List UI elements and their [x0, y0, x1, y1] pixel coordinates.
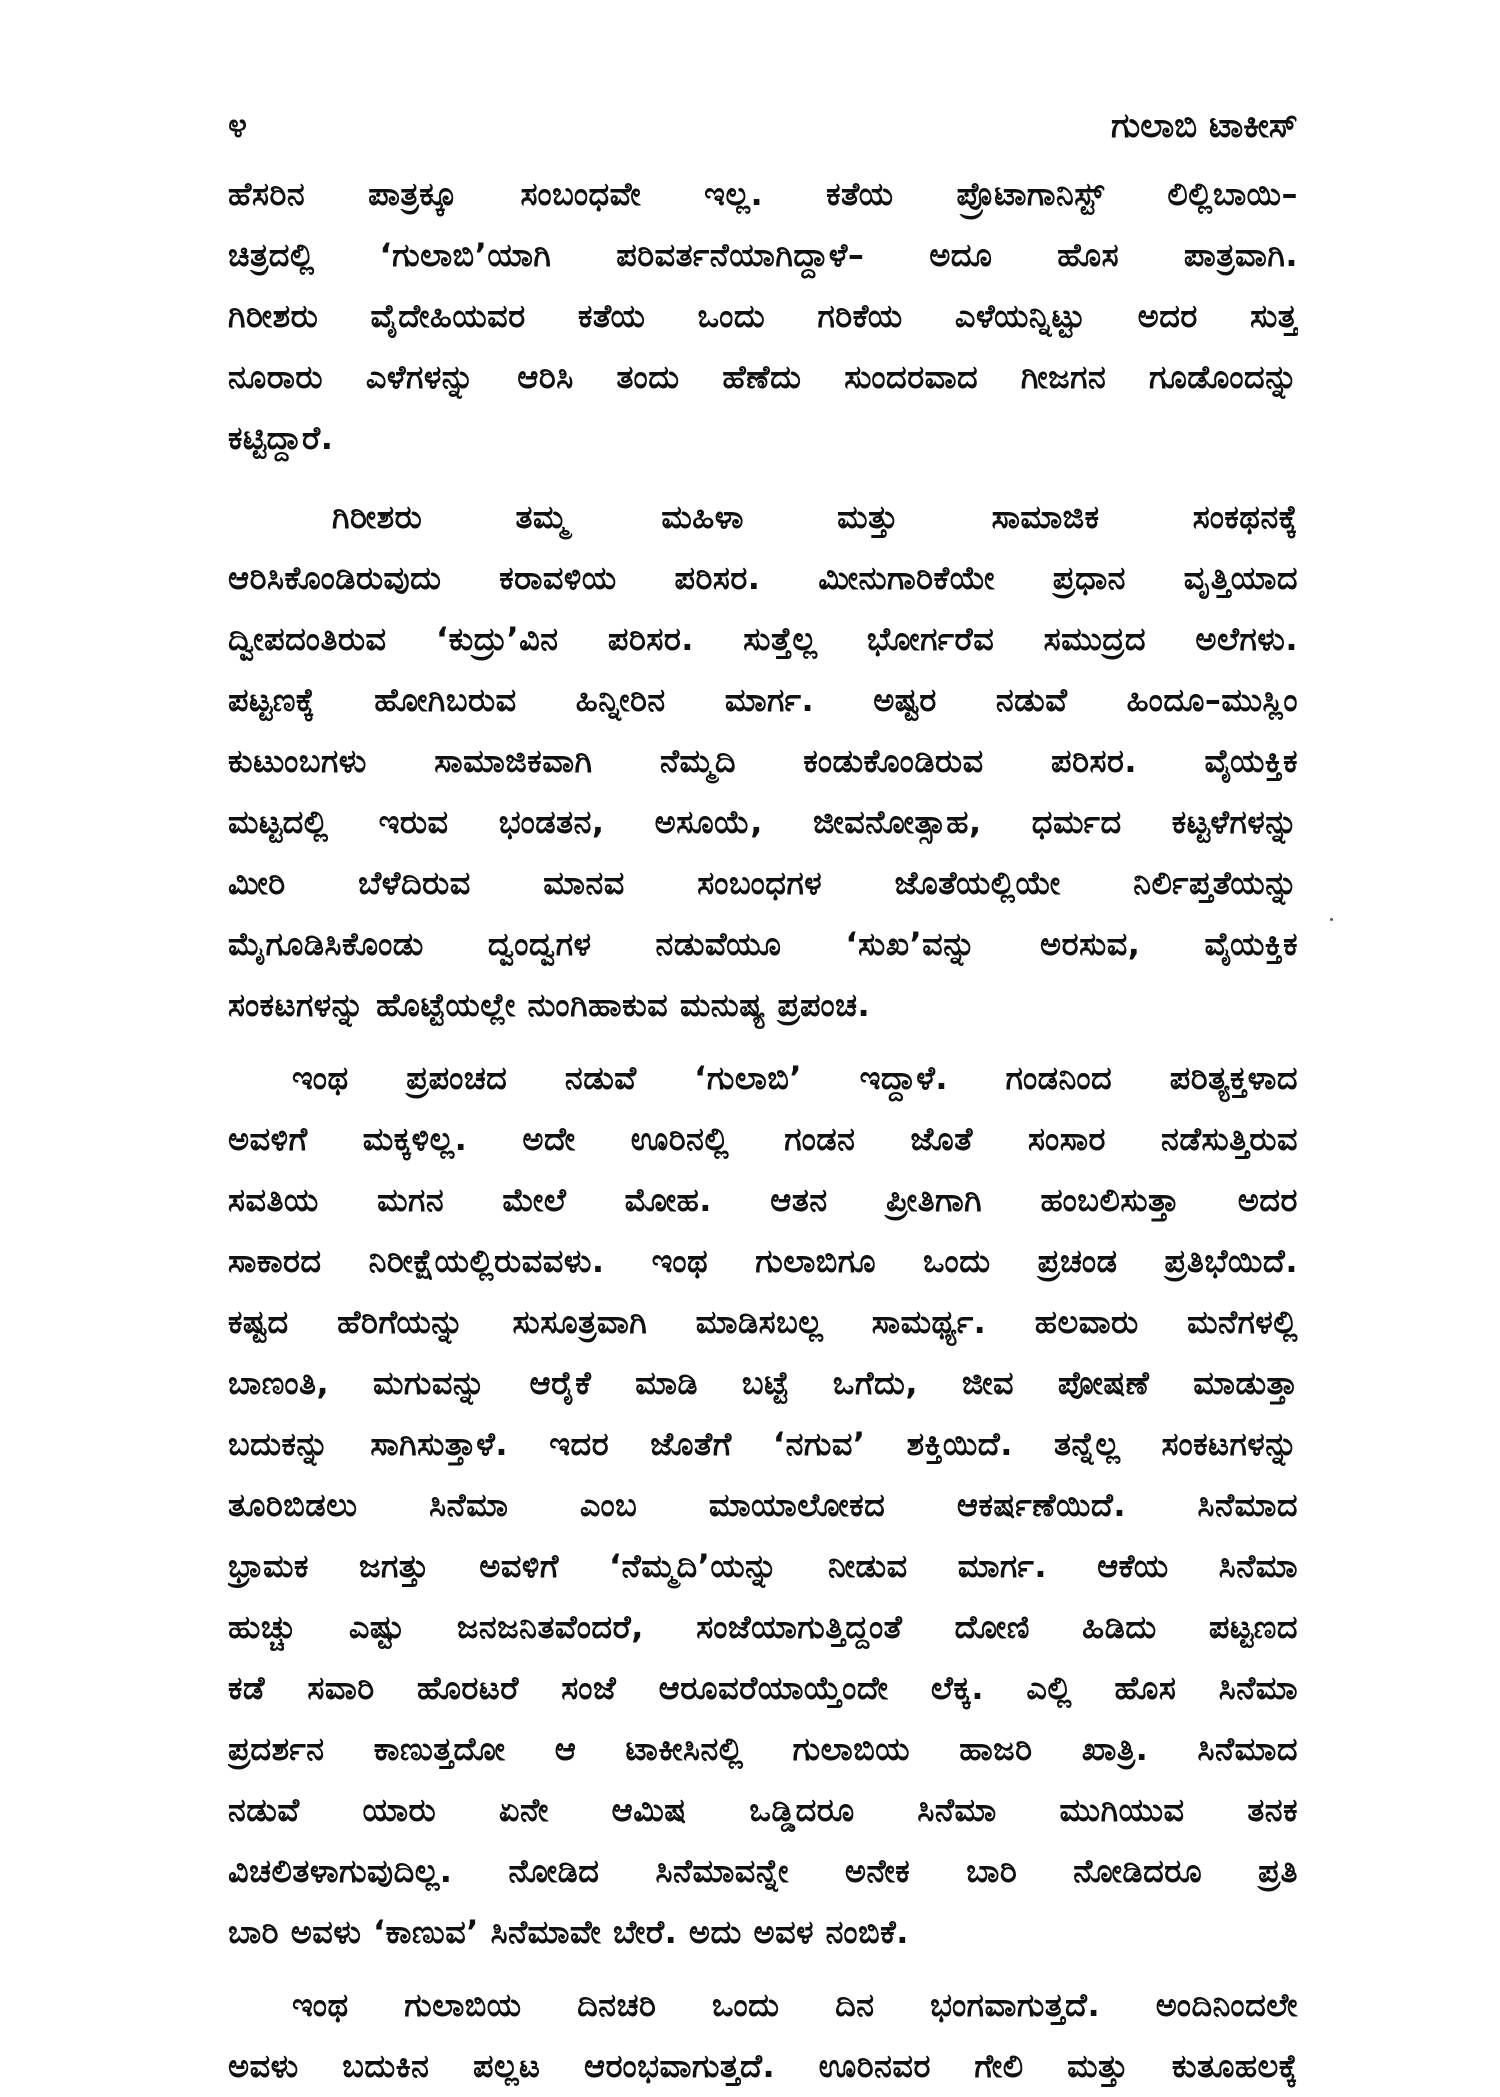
text-line: ಮೈಗೂಡಿಸಿಕೊಂಡು ದ್ವಂದ್ವಗಳ ನಡುವೆಯೂ ‘ಸುಖ’ವನ್ನು ಅರಸುವ, ವೈಯಕ್ತಿಕ: [228, 925, 1298, 963]
text-line: ಹುಚ್ಚು ಎಷ್ಟು ಜನಜನಿತವೆಂದರೆ, ಸಂಜೆಯಾಗುತ್ತಿದ್ದಂತೆ ದೋಣಿ ಹಿಡಿದು ಪಟ್ಟಣದ: [228, 1608, 1298, 1646]
text-line: ಗಿರೀಶರು ವೈದೇಹಿಯವರ ಕತೆಯ ಒಂದು ಗರಿಕೆಯ ಎಳೆಯನ್ನಿಟ್ಟು ಅದರ ಸುತ್ತ: [228, 297, 1298, 335]
text-line: ಕಡೆ ಸವಾರಿ ಹೊರಟರೆ ಸಂಜೆ ಆರೂವರೆಯಾಯ್ತೆಂದೇ ಲೆಕ್ಕ. ಎಲ್ಲಿ ಹೊಸ ಸಿನೆಮಾ: [228, 1669, 1298, 1707]
text-line: ಇಂಥ ಗುಲಾಬಿಯ ದಿನಚರಿ ಒಂದು ದಿನ ಭಂಗವಾಗುತ್ತದೆ. ಅಂದಿನಿಂದಲೇ: [292, 1986, 1298, 2024]
text-line: ಕಟ್ಟಿದ್ದಾರೆ.: [228, 419, 334, 457]
text-line: ಅವಳು ಬದುಕಿನ ಪಲ್ಲಟ ಆರಂಭವಾಗುತ್ತದೆ. ಊರಿನವರ ಗೇಲಿ ಮತ್ತು ಕುತೂಹಲಕ್ಕೆ: [228, 2047, 1298, 2085]
text-line: ಭ್ರಾಮಕ ಜಗತ್ತು ಅವಳಿಗೆ ‘ನೆಮ್ಮದಿ’ಯನ್ನು ನೀಡುವ ಮಾರ್ಗ. ಆಕೆಯ ಸಿನೆಮಾ: [228, 1547, 1298, 1585]
text-line: ಅವಳಿಗೆ ಮಕ್ಕಳಿಲ್ಲ. ಅದೇ ಊರಿನಲ್ಲಿ ಗಂಡನ ಜೊತೆ ಸಂಸಾರ ನಡೆಸುತ್ತಿರುವ: [228, 1120, 1298, 1158]
paragraph-2: [228, 487, 1298, 1036]
paragraph-3: [228, 1048, 1298, 1963]
text-line: ನೂರಾರು ಎಳೆಗಳನ್ನು ಆರಿಸಿ ತಂದು ಹೆಣೆದು ಸುಂದರವಾದ ಗೀಜಗನ ಗೂಡೊಂದನ್ನು: [228, 358, 1298, 396]
text-line: ಪ್ರದರ್ಶನ ಕಾಣುತ್ತದೋ ಆ ಟಾಕೀಸಿನಲ್ಲಿ ಗುಲಾಬಿಯ ಹಾಜರಿ ಖಾತ್ರಿ. ಸಿನೆಮಾದ: [228, 1730, 1298, 1768]
text-line: ಕಷ್ಟದ ಹೆರಿಗೆಯನ್ನು ಸುಸೂತ್ರವಾಗಿ ಮಾಡಿಸಬಲ್ಲ ಸಾಮರ್ಥ್ಯ. ಹಲವಾರು ಮನೆಗಳಲ್ಲಿ: [228, 1303, 1298, 1341]
text-line: ನಡುವೆ ಯಾರು ಏನೇ ಆಮಿಷ ಒಡ್ಡಿದರೂ ಸಿನೆಮಾ ಮುಗಿಯುವ ತನಕ: [228, 1791, 1298, 1829]
text-line: ಸಂಕಟಗಳನ್ನು ಹೊಟ್ಟೆಯಲ್ಲೇ ನುಂಗಿಹಾಕುವ ಮನುಷ್ಯ ಪ್ರಪಂಚ.: [228, 986, 871, 1024]
text-line: ಬದುಕನ್ನು ಸಾಗಿಸುತ್ತಾಳೆ. ಇದರ ಜೊತೆಗೆ ‘ನಗುವ’ ಶಕ್ತಿಯಿದೆ. ತನ್ನೆಲ್ಲ ಸಂಕಟಗಳನ್ನು: [228, 1425, 1298, 1463]
paragraph-4: [228, 1975, 1298, 2097]
text-line: ದ್ವೀಪದಂತಿರುವ ‘ಕುದ್ರು’ವಿನ ಪರಿಸರ. ಸುತ್ತೆಲ್ಲ ಭೋರ್ಗರೆವ ಸಮುದ್ರದ ಅಲೆಗಳು.: [228, 620, 1298, 658]
text-line: ಸವತಿಯ ಮಗನ ಮೇಲೆ ಮೋಹ. ಆತನ ಪ್ರೀತಿಗಾಗಿ ಹಂಬಲಿಸುತ್ತಾ ಅದರ: [228, 1181, 1298, 1219]
text-line: ಇಂಥ ಪ್ರಪಂಚದ ನಡುವೆ ‘ಗುಲಾಬಿ’ ಇದ್ದಾಳೆ. ಗಂಡನಿಂದ ಪರಿತ್ಯಕ್ತಳಾದ: [292, 1059, 1298, 1097]
text-line: ಮೀರಿ ಬೆಳೆದಿರುವ ಮಾನವ ಸಂಬಂಧಗಳ ಜೊತೆಯಲ್ಲಿಯೇ ನಿರ್ಲಿಪ್ತತೆಯನ್ನು: [228, 864, 1298, 902]
text-line: ಕುಟುಂಬಗಳು ಸಾಮಾಜಿಕವಾಗಿ ನೆಮ್ಮದಿ ಕಂಡುಕೊಂಡಿರುವ ಪರಿಸರ. ವೈಯಕ್ತಿಕ: [228, 742, 1298, 780]
running-header: [228, 104, 1298, 148]
text-line: ಸಾಕಾರದ ನಿರೀಕ್ಷೆಯಲ್ಲಿರುವವಳು. ಇಂಥ ಗುಲಾಬಿಗೂ ಒಂದು ಪ್ರಚಂಡ ಪ್ರತಿಭೆಯಿದೆ.: [228, 1242, 1298, 1280]
page-number: ೪: [228, 106, 248, 146]
text-line: ಪಟ್ಟಣಕ್ಕೆ ಹೋಗಿಬರುವ ಹಿನ್ನೀರಿನ ಮಾರ್ಗ. ಅಷ್ಟರ ನಡುವೆ ಹಿಂದೂ–ಮುಸ್ಲಿಂ: [228, 681, 1298, 719]
book-title: ಗುಲಾಬಿ ಟಾಕೀಸ್: [1111, 106, 1298, 146]
text-line: ಬಾರಿ ಅವಳು ‘ಕಾಣುವ’ ಸಿನೆಮಾವೇ ಬೇರೆ. ಅದು ಅವಳ ನಂಬಿಕೆ.: [228, 1913, 909, 1951]
text-line: ತೂರಿಬಿಡಲು ಸಿನೆಮಾ ಎಂಬ ಮಾಯಾಲೋಕದ ಆಕರ್ಷಣೆಯಿದೆ. ಸಿನೆಮಾದ: [228, 1486, 1298, 1524]
text-line: ಆರಿಸಿಕೊಂಡಿರುವುದು ಕರಾವಳಿಯ ಪರಿಸರ. ಮೀನುಗಾರಿಕೆಯೇ ಪ್ರಧಾನ ವೃತ್ತಿಯಾದ: [228, 559, 1298, 597]
text-line: ಬಾಣಂತಿ, ಮಗುವನ್ನು ಆರೈಕೆ ಮಾಡಿ ಬಟ್ಟೆ ಒಗೆದು, ಜೀವ ಪೋಷಣೆ ಮಾಡುತ್ತಾ: [228, 1364, 1298, 1402]
text-line: ವಿಚಲಿತಳಾಗುವುದಿಲ್ಲ. ನೋಡಿದ ಸಿನೆಮಾವನ್ನೇ ಅನೇಕ ಬಾರಿ ನೋಡಿದರೂ ಪ್ರತಿ: [228, 1852, 1298, 1890]
paragraph-1: [228, 164, 1298, 469]
scan-speck: [1330, 918, 1333, 921]
text-line: ಚಿತ್ರದಲ್ಲಿ ‘ಗುಲಾಬಿ’ಯಾಗಿ ಪರಿವರ್ತನೆಯಾಗಿದ್ದಾಳೆ– ಅದೂ ಹೊಸ ಪಾತ್ರವಾಗಿ.: [228, 236, 1298, 274]
text-line: ಗಿರೀಶರು ತಮ್ಮ ಮಹಿಳಾ ಮತ್ತು ಸಾಮಾಜಿಕ ಸಂಕಥನಕ್ಕೆ: [332, 498, 1298, 536]
body-text: [228, 164, 1298, 2097]
text-line: ಮಟ್ಟದಲ್ಲಿ ಇರುವ ಭಂಡತನ, ಅಸೂಯೆ, ಜೀವನೋತ್ಸಾಹ, ಧರ್ಮದ ಕಟ್ಟಳೆಗಳನ್ನು: [228, 803, 1298, 841]
text-line: ಹೆಸರಿನ ಪಾತ್ರಕ್ಕೂ ಸಂಬಂಧವೇ ಇಲ್ಲ. ಕತೆಯ ಪ್ರೊಟಾಗಾನಿಸ್ಟ್ ಲಿಲ್ಲಿಬಾಯಿ–: [228, 175, 1298, 213]
